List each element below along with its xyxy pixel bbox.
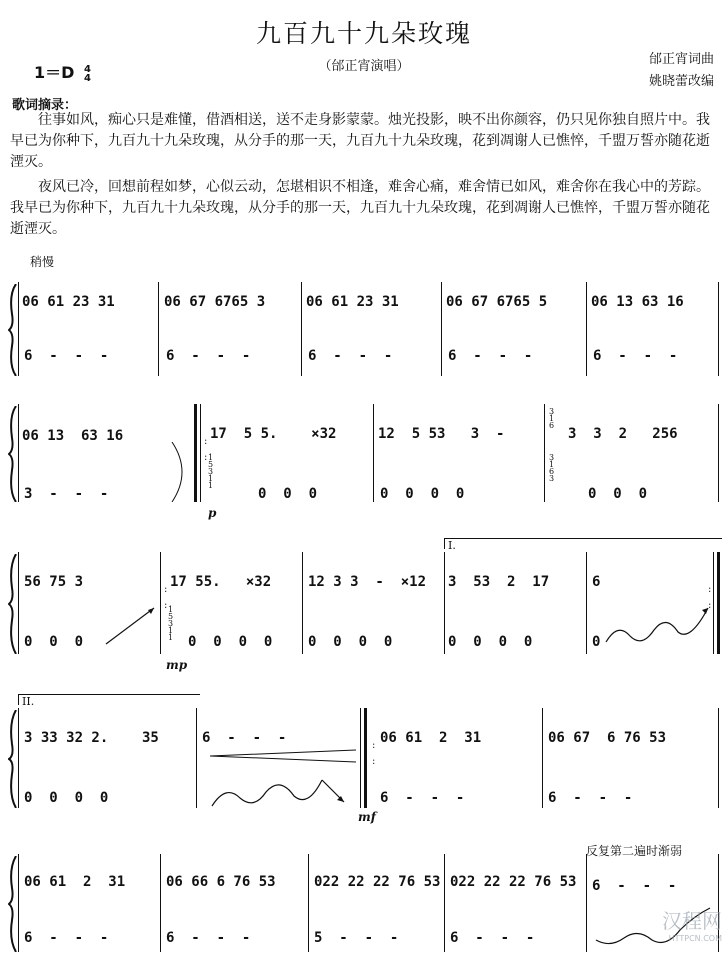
measure-20-lower: 6 - - - — [166, 930, 251, 946]
measure-21-lower: 5 - - - — [314, 930, 399, 946]
key-label: 1＝D — [34, 63, 75, 82]
lyrics-heading: 歌词摘录： — [12, 98, 78, 113]
grand-staff-brace — [8, 284, 18, 376]
measure-9-upper: 3 3 2 256 — [568, 426, 678, 442]
measure-12-lower: 0 0 0 0 — [308, 634, 393, 650]
measure-4-upper: 06 67 6765 5 — [446, 294, 548, 310]
score-system-4: II. 3 33 32 2. 35 0 0 0 0 6 - - - : : 06 61 2 31 6 - - - mf 06 67 6 76 53 6 - - - — [8, 706, 720, 816]
measure-19-upper: 06 61 2 31 — [24, 874, 126, 890]
measure-5-lower: 6 - - - — [593, 348, 678, 364]
measure-13-upper: 3 53 2 17 — [448, 574, 550, 590]
chord-stack: 1 5 3 1 1 — [208, 453, 214, 490]
measure-3-upper: 06 61 23 31 — [306, 294, 399, 310]
grand-staff-brace — [8, 406, 18, 502]
repeat-instruction: 反复第二遍时渐弱 — [586, 844, 683, 858]
time-signature: 4 4 — [84, 63, 91, 84]
measure-17-upper: 06 61 2 31 — [380, 730, 482, 746]
measure-20-upper: 06 66 6 76 53 — [166, 874, 276, 890]
measure-17-lower: 6 - - - — [380, 790, 465, 806]
measure-12-upper: 12 3 3 - ×12 — [308, 574, 427, 590]
tempo-marking: 稍慢 — [30, 255, 55, 269]
measure-4-lower: 6 - - - — [448, 348, 533, 364]
arranger-credit: 姚晓蕾改编 — [648, 74, 714, 89]
measure-1-lower: 6 - - - — [24, 348, 109, 364]
page-title: 九百九十九朵玫瑰 — [255, 19, 472, 48]
dynamic-mf: mf — [358, 810, 376, 824]
measure-6-lower: 3 - - - — [24, 486, 109, 502]
composer-credit: 邰正宵词曲 — [648, 52, 714, 67]
chord-stack: 3 1 6 3 — [549, 453, 555, 483]
performer-subtitle: （邰正宵演唱） — [318, 59, 410, 74]
measure-2-lower: 6 - - - — [166, 348, 251, 364]
measure-15-upper: 3 33 32 2. 35 — [24, 730, 159, 746]
measure-6-upper: 06 13 63 16 — [22, 428, 124, 444]
lyrics-paragraph-1: 往事如风，痴心只是难懂，借酒相送，送不走身影蒙蒙。烛光投影，映不出你颜容，仍只见你独自照片中。我早已为你种下，九百九十九朵玫瑰，从分手的那一天，九百九十九朵玫瑰，花到凋谢人已憔悴，千盟万誓亦随花逝湮灭。 — [10, 112, 710, 170]
measure-23-upper: 6 - - - — [592, 878, 677, 894]
measure-11-lower: 0 0 0 0 — [188, 634, 273, 650]
measure-18-lower: 6 - - - — [548, 790, 633, 806]
dynamic-mp: mp — [166, 658, 188, 672]
measure-19-lower: 6 - - - — [24, 930, 109, 946]
measure-8-lower: 0 0 0 0 — [380, 486, 465, 502]
lyrics-paragraph-2: 夜风已冷，回想前程如梦，心似云动，怎堪相识不相逢，难舍心痛，难舍情已如风，难舍你在我心中的芳踪。我早已为你种下，九百九十九朵玫瑰，从分手的那一天，九百九十九朵玫瑰，花到凋谢人已憔悴，千盟万誓亦随花逝湮灭。 — [10, 179, 710, 237]
chord-stack: 1 5 3 1 1 — [168, 605, 174, 642]
measure-18-upper: 06 67 6 76 53 — [548, 730, 667, 746]
measure-7-lower: 0 0 0 — [258, 486, 318, 502]
measure-15-lower: 0 0 0 0 — [24, 790, 109, 806]
score-system-2: 06 13 63 16 3 - - - : : 17 5 5. ×32 1 5 3 1 1 0 0 0 p 12 5 53 3 - 0 0 0 0 3 1 6 3 3 2 256 3 1 6 3 0 0 0 — [8, 402, 720, 510]
score-system-3: 56 75 3 0 0 0 : : 17 55. ×32 1 5 3 1 1 0 0 0 0 mp 12 3 3 - ×12 0 0 0 0 I. 3 53 2 17 0 0 0 0 6 0 : : — [8, 550, 720, 662]
measure-21-upper: 022 22 22 76 53 — [314, 874, 441, 890]
chord-stack: 3 1 6 — [549, 407, 555, 430]
measure-13-lower: 0 0 0 0 — [448, 634, 533, 650]
measure-2-upper: 06 67 6765 3 — [164, 294, 266, 310]
measure-22-lower: 6 - - - — [450, 930, 535, 946]
measure-11-upper: 17 55. ×32 — [170, 574, 272, 590]
measure-1-upper: 06 61 23 31 — [22, 294, 115, 310]
watermark-logo: 汉程网 HTTPCN.COM — [662, 909, 722, 943]
measure-10-upper: 56 75 3 — [24, 574, 84, 590]
grand-staff-brace — [8, 856, 18, 952]
measure-14-upper: 6 — [592, 574, 601, 590]
measure-5-upper: 06 13 63 16 — [591, 294, 684, 310]
measure-14-lower: 0 — [592, 634, 601, 650]
measure-3-lower: 6 - - - — [308, 348, 393, 364]
score-system-5 — [8, 844, 720, 952]
key-signature — [34, 60, 91, 83]
second-ending-bracket: II. — [18, 694, 200, 705]
measure-9-lower: 0 0 0 — [588, 486, 648, 502]
measure-7-upper: 17 5 5. ×32 — [210, 426, 337, 442]
score-system-1 — [8, 280, 720, 380]
measure-8-upper: 12 5 53 3 - — [378, 426, 505, 442]
measure-22-upper: 022 22 22 76 53 — [450, 874, 577, 890]
grand-staff-brace — [8, 710, 18, 808]
measure-16-upper: 6 - - - — [202, 730, 287, 746]
dynamic-p: p — [208, 506, 217, 520]
first-ending-bracket: I. — [444, 538, 722, 549]
measure-10-lower: 0 0 0 — [24, 634, 84, 650]
grand-staff-brace — [8, 554, 18, 654]
